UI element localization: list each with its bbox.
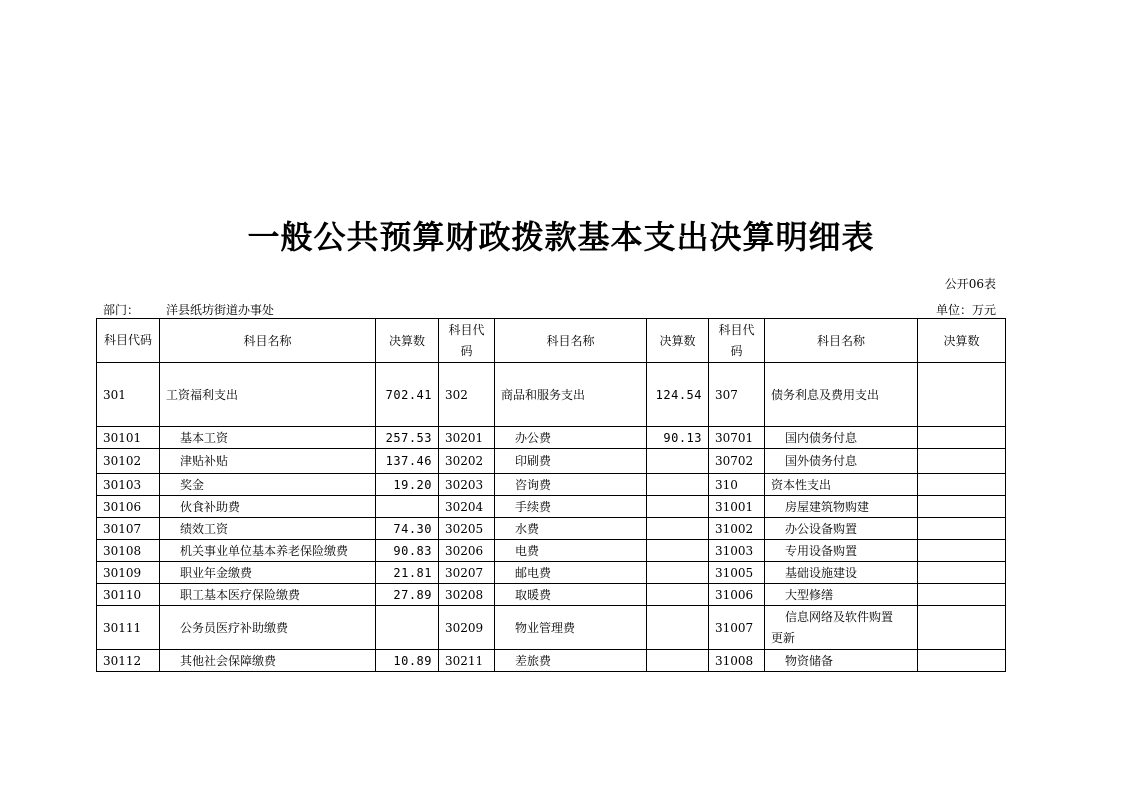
header-amount: 决算数	[376, 319, 439, 363]
amount-cell	[647, 449, 709, 474]
amount-cell	[918, 650, 1006, 672]
header-amount: 决算数	[918, 319, 1006, 363]
code-cell: 30101	[97, 427, 160, 449]
amount-cell	[918, 540, 1006, 562]
amount-cell	[647, 496, 709, 518]
name-cell: 办公费	[495, 427, 647, 449]
table-row	[97, 650, 1006, 672]
code-cell: 30103	[97, 474, 160, 496]
code-cell: 30111	[97, 606, 160, 650]
code-cell: 31001	[709, 496, 765, 518]
amount-cell	[918, 606, 1006, 650]
header-code: 科目代码	[97, 319, 160, 363]
name-cell: 水费	[495, 518, 647, 540]
code-cell: 30110	[97, 584, 160, 606]
code-cell: 30204	[439, 496, 495, 518]
code-cell: 30106	[97, 496, 160, 518]
expenditure-table	[96, 318, 1006, 672]
name-cell: 取暖费	[495, 584, 647, 606]
code-cell: 30108	[97, 540, 160, 562]
name-cell: 绩效工资	[160, 518, 376, 540]
name-cell: 公务员医疗补助缴费	[160, 606, 376, 650]
code-cell: 30207	[439, 562, 495, 584]
code-cell: 30208	[439, 584, 495, 606]
code-cell: 30209	[439, 606, 495, 650]
header-code: 科目代码	[709, 319, 765, 363]
amount-cell	[918, 449, 1006, 474]
amount-cell	[918, 474, 1006, 496]
amount-cell: 19.20	[376, 474, 439, 496]
name-cell: 职工基本医疗保险缴费	[160, 584, 376, 606]
name-cell: 办公设备购置	[765, 518, 918, 540]
amount-cell	[918, 562, 1006, 584]
name-cell: 职业年金缴费	[160, 562, 376, 584]
name-cell: 商品和服务支出	[495, 363, 647, 427]
amount-cell	[918, 496, 1006, 518]
code-cell: 31007	[709, 606, 765, 650]
department-label: 部门：	[103, 303, 140, 317]
code-cell: 30701	[709, 427, 765, 449]
code-cell: 30203	[439, 474, 495, 496]
name-cell: 印刷费	[495, 449, 647, 474]
table-row	[97, 540, 1006, 562]
amount-cell: 124.54	[647, 363, 709, 427]
name-cell	[765, 606, 918, 650]
header-code: 科目代码	[439, 319, 495, 363]
amount-cell: 21.81	[376, 562, 439, 584]
header-name: 科目名称	[765, 319, 918, 363]
header-name: 科目名称	[160, 319, 376, 363]
name-cell: 伙食补助费	[160, 496, 376, 518]
code-cell: 30112	[97, 650, 160, 672]
name-cell: 专用设备购置	[765, 540, 918, 562]
name-cell: 国内债务付息	[765, 427, 918, 449]
code-cell: 31005	[709, 562, 765, 584]
code-cell: 30702	[709, 449, 765, 474]
code-cell: 30102	[97, 449, 160, 474]
name-line-2: 更新	[771, 630, 796, 645]
code-cell: 31003	[709, 540, 765, 562]
code-cell: 30202	[439, 449, 495, 474]
name-cell: 基础设施建设	[765, 562, 918, 584]
amount-cell	[918, 518, 1006, 540]
department-name: 洋县纸坊街道办事处	[166, 303, 275, 317]
amount-cell: 27.89	[376, 584, 439, 606]
code-cell: 30206	[439, 540, 495, 562]
table-row	[97, 518, 1006, 540]
code-cell: 30205	[439, 518, 495, 540]
code-cell: 301	[97, 363, 160, 427]
amount-cell	[647, 584, 709, 606]
name-cell: 机关事业单位基本养老保险缴费	[160, 540, 376, 562]
header-name: 科目名称	[495, 319, 647, 363]
name-cell: 工资福利支出	[160, 363, 376, 427]
name-cell: 电费	[495, 540, 647, 562]
code-cell: 302	[439, 363, 495, 427]
name-cell: 债务利息及费用支出	[765, 363, 918, 427]
amount-cell: 702.41	[376, 363, 439, 427]
amount-cell	[918, 584, 1006, 606]
name-cell: 邮电费	[495, 562, 647, 584]
amount-cell	[647, 518, 709, 540]
amount-cell	[647, 474, 709, 496]
table-row	[97, 427, 1006, 449]
amount-cell	[918, 427, 1006, 449]
code-cell: 31002	[709, 518, 765, 540]
amount-cell	[647, 606, 709, 650]
code-cell: 30109	[97, 562, 160, 584]
name-cell: 其他社会保障缴费	[160, 650, 376, 672]
name-cell: 大型修缮	[765, 584, 918, 606]
name-cell: 基本工资	[160, 427, 376, 449]
code-cell: 310	[709, 474, 765, 496]
table-header-row	[97, 319, 1006, 363]
amount-cell	[376, 496, 439, 518]
table-row	[97, 496, 1006, 518]
name-cell: 房屋建筑物购建	[765, 496, 918, 518]
amount-cell	[376, 606, 439, 650]
page-title: 一般公共预算财政拨款基本支出决算明细表	[247, 218, 875, 256]
name-line-1: 信息网络及软件购置	[785, 609, 894, 624]
amount-cell: 10.89	[376, 650, 439, 672]
name-cell: 物资储备	[765, 650, 918, 672]
name-cell: 资本性支出	[765, 474, 918, 496]
code-cell: 31008	[709, 650, 765, 672]
amount-cell	[647, 540, 709, 562]
amount-cell	[647, 650, 709, 672]
table-row	[97, 363, 1006, 427]
unit-label: 单位：万元	[935, 303, 996, 317]
amount-cell: 257.53	[376, 427, 439, 449]
table-row	[97, 584, 1006, 606]
name-cell: 国外债务付息	[765, 449, 918, 474]
table-row	[97, 606, 1006, 650]
form-number: 公开06表	[944, 277, 996, 291]
table-row	[97, 562, 1006, 584]
code-cell: 30201	[439, 427, 495, 449]
header-amount: 决算数	[647, 319, 709, 363]
amount-cell	[918, 363, 1006, 427]
code-cell: 307	[709, 363, 765, 427]
name-cell: 奖金	[160, 474, 376, 496]
name-cell: 物业管理费	[495, 606, 647, 650]
code-cell: 30107	[97, 518, 160, 540]
name-cell: 咨询费	[495, 474, 647, 496]
table-row	[97, 449, 1006, 474]
name-cell: 津贴补贴	[160, 449, 376, 474]
amount-cell: 90.13	[647, 427, 709, 449]
amount-cell: 137.46	[376, 449, 439, 474]
name-cell: 差旅费	[495, 650, 647, 672]
code-cell: 30211	[439, 650, 495, 672]
amount-cell: 90.83	[376, 540, 439, 562]
name-cell: 手续费	[495, 496, 647, 518]
table-row	[97, 474, 1006, 496]
amount-cell	[647, 562, 709, 584]
code-cell: 31006	[709, 584, 765, 606]
amount-cell: 74.30	[376, 518, 439, 540]
